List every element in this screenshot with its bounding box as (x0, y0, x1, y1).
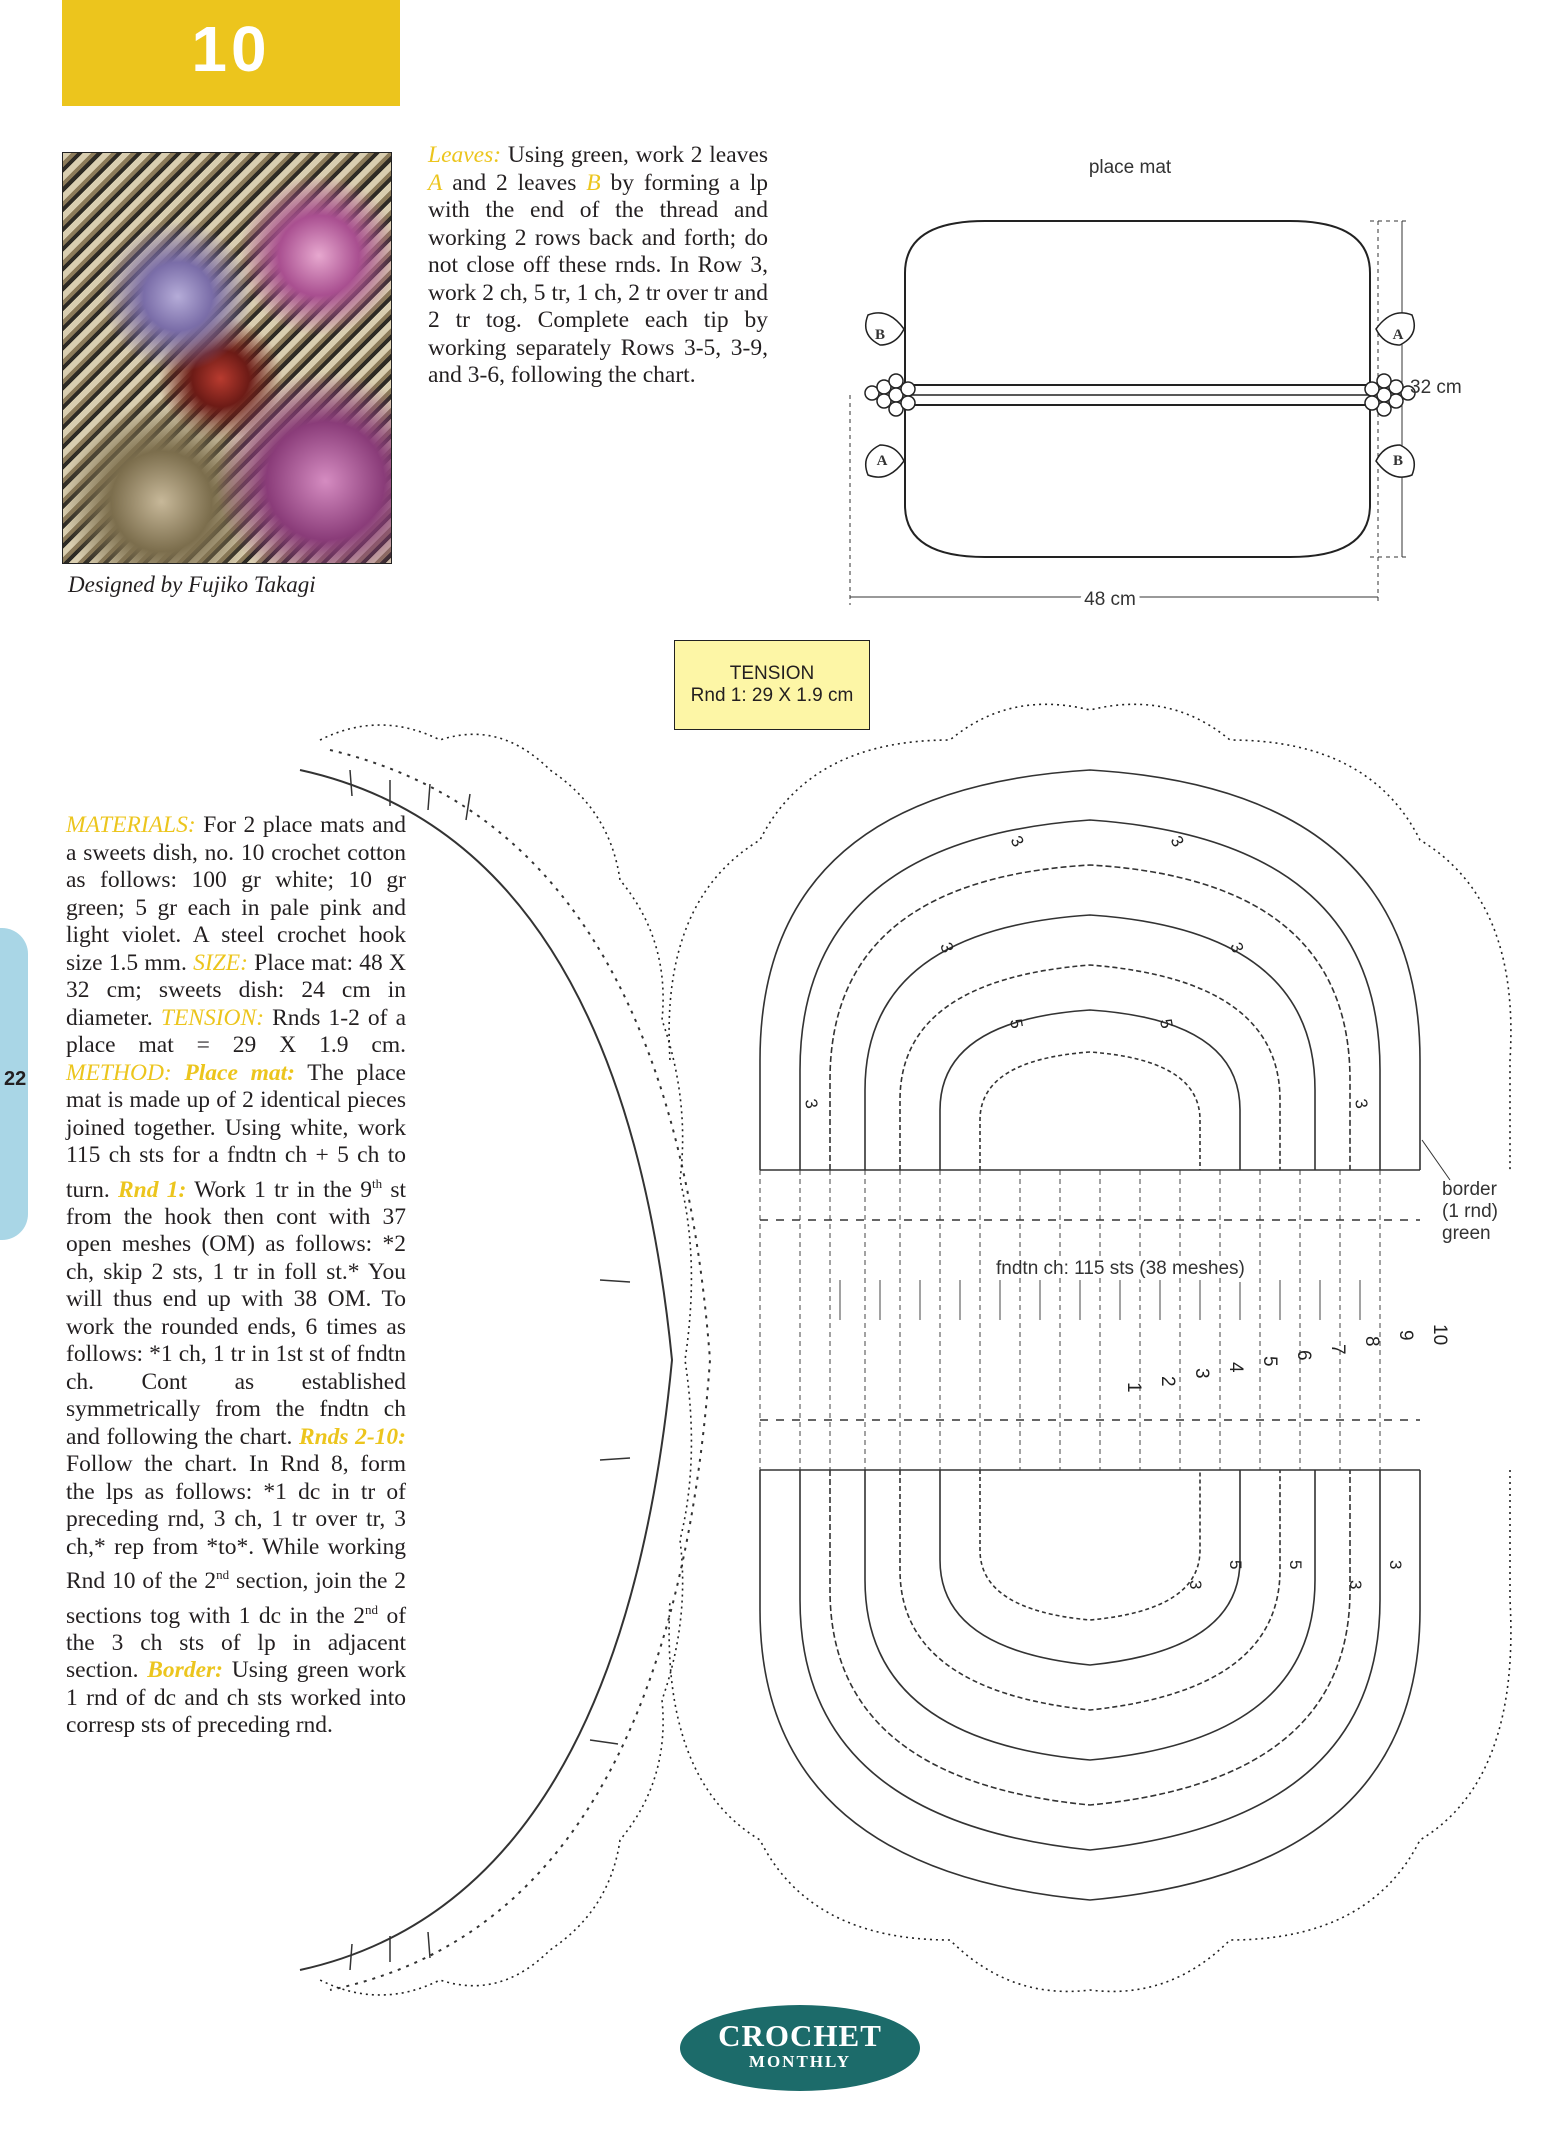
leaf-cluster-right (1365, 313, 1415, 477)
stitch-count-mark: 3 (1351, 1097, 1372, 1111)
rnds-text-b: section, join the 2 sections tog with 1 dc in the 2 (66, 1568, 406, 1629)
project-photo (62, 152, 392, 564)
designer-credit: Designed by Fujiko Takagi (68, 572, 316, 597)
rnds-label: Rnds 2-10: (298, 1423, 406, 1450)
method-text: The place mat is made up of 2 identical pieces joined together. Using white, work 115 ch sts for a fndtn ch + 5 ch to turn. (66, 1059, 406, 1203)
stitch-count-mark: 5 (1156, 1017, 1177, 1031)
page-number: 22 (4, 1068, 27, 1090)
stitch-count-mark: 3 (1006, 832, 1028, 851)
rnd1-label: Rnd 1: (118, 1176, 187, 1203)
rnd1-superscript: th (371, 1175, 383, 1191)
tension-box-value: Rnd 1: 29 X 1.9 cm (690, 685, 854, 706)
leaves-text-1: Using green, work 2 leaves (507, 142, 768, 168)
pattern-number: 10 (191, 13, 271, 85)
stitch-count-mark: 3 (801, 1097, 822, 1111)
stitch-count-mark: 3 (1386, 1560, 1405, 1570)
magazine-logo (680, 2005, 920, 2091)
round-number: 2 (1157, 1376, 1178, 1387)
border-note-1: border (1442, 1179, 1497, 1200)
leaf-b-marker-left: B (874, 327, 886, 343)
foundation-chain-label: fndtn ch: 115 sts (38 meshes) (996, 1258, 1245, 1279)
placemat-diagram (820, 145, 1460, 625)
leaf-a-marker-left: A (876, 453, 888, 469)
stitch-count-mark: 5 (1006, 1017, 1027, 1031)
diagram-title: place mat (1088, 157, 1172, 178)
leaves-paragraph (428, 142, 768, 390)
rnds-text-c: of the 3 ch sts of lp in adjacent section. (66, 1602, 407, 1684)
border-label: Border: (147, 1657, 223, 1684)
diagram-height-label: 32 cm (1410, 377, 1462, 398)
size-label: SIZE: (193, 949, 248, 976)
leaves-label: Leaves: (428, 142, 502, 168)
size-text: Place mat: 48 X 32 cm; sweets dish: 24 cm in diameter. (66, 949, 407, 1031)
stitch-count-mark: 3 (936, 939, 958, 956)
leaf-a-marker-right: A (1392, 327, 1404, 343)
leaf-a-label: A (428, 169, 443, 196)
border-note-2: (1 rnd) (1442, 1201, 1498, 1222)
leaves-text-2: and 2 leaves (452, 169, 577, 196)
rnds-text-a: Follow the chart. In Rnd 8, form the lps as follows: *1 dc in tr of preceding rnd, 3 ch, 1 tr over tr, 3 ch,* rep from *to*. While working Rnd 10 of the 2 (66, 1451, 406, 1595)
stitch-count-mark: 5 (1226, 1560, 1245, 1570)
header-bar (62, 0, 400, 106)
border-note-3: green (1442, 1223, 1491, 1244)
materials-label: MATERIALS: (66, 812, 196, 838)
round-number: 1 (1123, 1382, 1144, 1393)
rnd1-text-a: Work 1 tr in the 9 (194, 1176, 372, 1203)
tension-box-title: TENSION (729, 663, 815, 684)
stitch-count-mark: 3 (1186, 1580, 1205, 1590)
logo-subtitle: MONTHLY (748, 2052, 852, 2071)
round-number: 10 (1429, 1324, 1450, 1346)
tension-text: Rnds 1-2 of a place mat = 29 X 1.9 cm. (66, 1004, 406, 1058)
stitch-count-mark: 3 (1166, 832, 1188, 851)
crochet-chart (650, 700, 1510, 2040)
rnds-superscript-2: nd (365, 1601, 379, 1617)
placemat-label: Place mat: (184, 1059, 295, 1086)
round-number: 5 (1259, 1356, 1280, 1367)
stitch-count-mark: 3 (1346, 1580, 1365, 1590)
rnd1-text-b: st from the hook then cont with 37 open meshes (OM) as follows: *2 ch, skip 2 sts, 1 tr in foll st.* You will thus end up with 38 OM. To work the rounded ends, 6 times as follows: *1 ch, 1 tr in 1st st of fndtn ch. Cont as established symmetrically from the fndtn ch and following the chart. (66, 1176, 407, 1450)
rnds-superscript-1: nd (216, 1567, 230, 1583)
stitch-count-mark: 3 (1226, 939, 1248, 956)
tension-label: TENSION: (160, 1004, 265, 1031)
round-number: 4 (1225, 1362, 1246, 1373)
leaf-b-label: B (586, 169, 601, 196)
method-label: METHOD: (66, 1059, 172, 1086)
round-number: 7 (1327, 1344, 1348, 1355)
instructions-column (66, 812, 406, 1740)
materials-text: For 2 place mats and a sweets dish, no. 10 crochet cotton as follows: 100 gr white; 10 gr green; 5 gr each in pale pink and light violet. A steel crochet hook size 1.5 mm. (66, 812, 406, 976)
border-text: Using green work 1 rnd of dc and ch sts worked into corresp sts of preceding rnd. (66, 1657, 406, 1739)
logo-title: CROCHET (718, 2018, 882, 2053)
leaf-b-marker-right: B (1392, 453, 1404, 469)
leaf-cluster-left (865, 313, 915, 477)
round-number: 6 (1293, 1350, 1314, 1361)
stitch-count-mark: 5 (1286, 1560, 1305, 1570)
round-number: 3 (1191, 1368, 1212, 1379)
leaves-text-3: by forming a lp with the end of the thread and working 2 rows back and forth; do not close off these rnds. In Row 3, work 2 ch, 5 tr, 1 ch, 2 tr over tr and 2 tr tog. Complete each tip by working separately Rows 3-5, 3-9, and 3-6, following the chart. (428, 169, 769, 388)
round-number: 9 (1395, 1330, 1416, 1341)
round-number: 8 (1361, 1336, 1382, 1347)
diagram-width-label: 48 cm (1084, 589, 1136, 610)
